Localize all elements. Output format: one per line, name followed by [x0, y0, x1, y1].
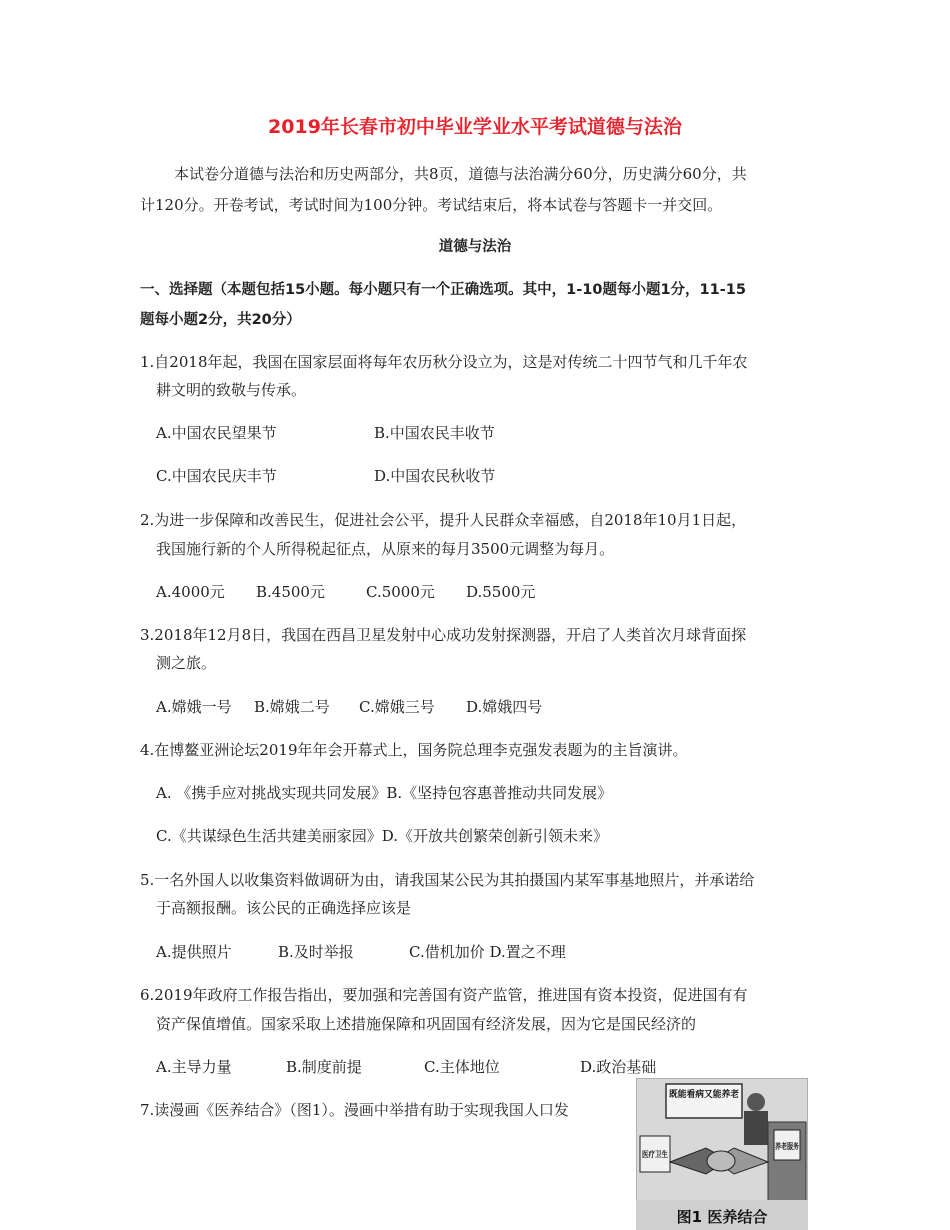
q2-stem-line-1: 2.为进一步保障和改善民生，促进社会公平，提升人民群众幸福感，自2018年10月1日起， — [140, 511, 747, 529]
q5-option-b: B.及时举报 — [278, 943, 354, 961]
section-heading: 道德与法治 — [438, 239, 512, 255]
q1-option-a: A.中国农民望果节 — [156, 424, 277, 442]
q5-option-a: A.提供照片 — [156, 943, 232, 961]
cartoon-right-label: 养老服务 — [775, 1142, 807, 1151]
q6-option-b: B.制度前提 — [286, 1058, 362, 1076]
q5-stem-line-1: 5.一名外国人以收集资料做调研为由，请我国某公民为其拍摄国内某军事基地照片，并承诺给 — [140, 871, 755, 889]
q4-options-ab: A. 《携手应对挑战实现共同发展》B.《坚持包容惠普推动共同发展》 — [156, 784, 613, 802]
q1-option-d: D.中国农民秋收节 — [374, 467, 496, 485]
q1-stem-line-1: 1.自2018年起，我国在国家层面将每年农历秋分设立为，这是对传统二十四节气和几千年农 — [140, 353, 748, 371]
cartoon-caption: 图1 医养结合 — [676, 1208, 768, 1226]
q5-options-cd: C.借机加价 D.置之不理 — [409, 943, 566, 961]
cartoon-figure — [636, 1078, 808, 1230]
q4-stem: 4.在博鳌亚洲论坛2019年年会开幕式上，国务院总理李克强发表题为的主旨演讲。 — [140, 741, 688, 759]
q1-stem-line-2: 耕文明的致敬与传承。 — [156, 381, 307, 399]
part1-heading-line-1: 一、选择题（本题包括15小题。每小题只有一个正确选项。其中，1-10题每小题1分，11-15 — [140, 282, 746, 298]
q7-stem-line-1: 7.读漫画《医养结合》（图1）。漫画中举措有助于实现我国人口发 — [140, 1101, 569, 1119]
cartoon-sign-top: 既能看病又能养老 — [669, 1090, 742, 1100]
part1-heading-line-2: 题每小题2分，共20分） — [140, 312, 301, 328]
q3-option-d: D.嫦娥四号 — [466, 698, 543, 716]
q2-stem-line-2: 我国施行新的个人所得税起征点，从原来的每月3500元调整为每月。 — [156, 540, 615, 558]
q2-option-d: D.5500元 — [466, 583, 536, 601]
intro-line-2: 计120分。开卷考试，考试时间为100分钟。考试结束后，将本试卷与答题卡一并交回。 — [140, 196, 723, 214]
q1-option-c: C.中国农民庆丰节 — [156, 467, 277, 485]
q2-option-c: C.5000元 — [366, 583, 435, 601]
intro-line-1: 本试卷分道德与法治和历史两部分，共8页，道德与法治满分60分，历史满分60分，共 — [174, 165, 747, 183]
q6-stem-line-2: 资产保值增值。国家采取上述措施保障和巩固国有经济发展，因为它是国民经济的 — [156, 1015, 697, 1033]
q6-stem-line-1: 6.2019年政府工作报告指出，要加强和完善国有资产监管，推进国有资本投资，促进国有有 — [140, 986, 748, 1004]
q3-stem-line-2: 测之旅。 — [156, 654, 217, 672]
q2-option-b: B.4500元 — [256, 583, 325, 601]
q2-option-a: A.4000元 — [156, 583, 225, 601]
exam-title: 2019年长春市初中毕业学业水平考试道德与法治 — [268, 116, 682, 138]
q6-option-d: D.政治基础 — [580, 1058, 657, 1076]
q4-options-cd: C.《共谋绿色生活共建美丽家园》D.《开放共创繁荣创新引领未来》 — [156, 827, 608, 845]
q3-option-b: B.嫦娥二号 — [254, 698, 330, 716]
q6-option-a: A.主导力量 — [156, 1058, 232, 1076]
q6-option-c: C.主体地位 — [424, 1058, 500, 1076]
q3-stem-line-1: 3.2018年12月8日，我国在西昌卫星发射中心成功发射探测器，开启了人类首次月球背面探 — [140, 626, 747, 644]
q1-option-b: B.中国农民丰收节 — [374, 424, 495, 442]
q5-stem-line-2: 于高额报酬。该公民的正确选择应该是 — [156, 899, 412, 917]
q3-option-c: C.嫦娥三号 — [359, 698, 435, 716]
q3-option-a: A.嫦娥一号 — [156, 698, 232, 716]
cartoon-left-label: 医疗卫生 — [642, 1150, 674, 1159]
